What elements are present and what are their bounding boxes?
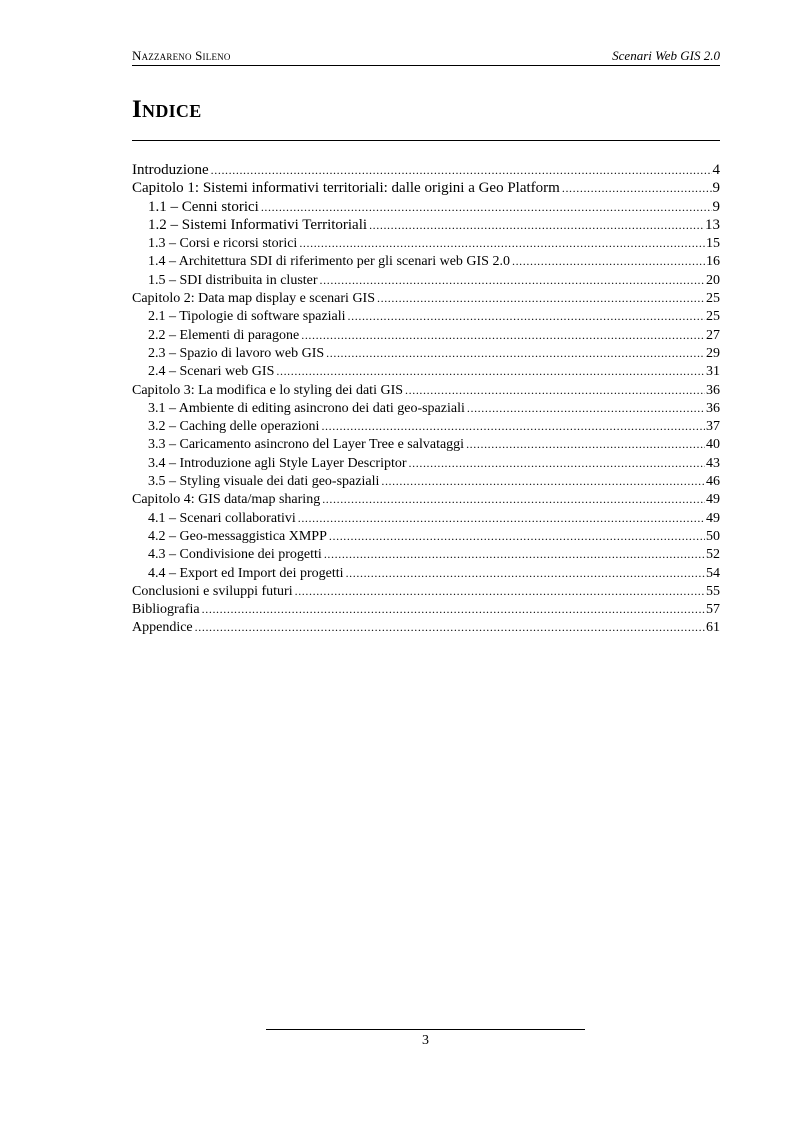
toc-leader-dots bbox=[202, 600, 705, 618]
toc-entry[interactable] bbox=[132, 344, 720, 362]
toc-leader-dots bbox=[261, 198, 712, 216]
toc-leader-dots bbox=[324, 545, 705, 563]
toc-leader-dots bbox=[298, 509, 705, 527]
toc-entry-title: 4.1 – Scenari collaborativi bbox=[148, 510, 296, 526]
toc-entry-title: Capitolo 3: La modifica e lo styling dei dati GIS bbox=[132, 382, 404, 398]
page-title: Indice bbox=[132, 94, 720, 141]
toc-entry-title: 4.2 – Geo-messaggistica XMPP bbox=[148, 528, 327, 544]
toc-entry-page: 16 bbox=[706, 254, 720, 270]
toc-leader-dots bbox=[369, 216, 704, 234]
toc-entry-page: 55 bbox=[706, 583, 720, 599]
toc-leader-dots bbox=[211, 161, 712, 179]
toc-entry-page: 9 bbox=[712, 180, 720, 197]
toc-leader-dots bbox=[467, 399, 705, 417]
toc-entry[interactable] bbox=[132, 582, 720, 600]
page-number: 3 bbox=[422, 1033, 429, 1048]
toc-entry-title: 1.1 – Cenni storici bbox=[148, 198, 259, 215]
toc-entry[interactable] bbox=[132, 509, 720, 527]
toc-entry[interactable] bbox=[132, 271, 720, 289]
toc-entry-page: 61 bbox=[706, 620, 720, 636]
toc-entry-page: 52 bbox=[706, 547, 720, 563]
toc-entry[interactable] bbox=[132, 161, 720, 179]
toc-entry-page: 57 bbox=[706, 602, 720, 618]
toc-entry-page: 31 bbox=[706, 364, 720, 380]
toc-leader-dots bbox=[512, 252, 705, 270]
toc-entry[interactable] bbox=[132, 472, 720, 490]
toc-leader-dots bbox=[348, 307, 705, 325]
footer-divider bbox=[266, 1029, 585, 1030]
header-author: Nazzareno Sileno bbox=[132, 48, 231, 63]
toc-leader-dots bbox=[346, 564, 705, 582]
toc-entry-page: 49 bbox=[706, 510, 720, 526]
toc-leader-dots bbox=[299, 234, 705, 252]
toc-leader-dots bbox=[295, 582, 705, 600]
toc-entry-title: 3.4 – Introduzione agli Style Layer Descriptor bbox=[148, 455, 407, 471]
toc-entry[interactable] bbox=[132, 454, 720, 472]
toc-entry-page: 9 bbox=[712, 198, 720, 215]
toc-entry-page: 15 bbox=[706, 236, 720, 252]
toc-leader-dots bbox=[329, 527, 705, 545]
toc-entry-title: Capitolo 1: Sistemi informativi territoriali: dalle origini a Geo Platform bbox=[132, 180, 560, 197]
toc-entry[interactable] bbox=[132, 618, 720, 636]
toc-entry-title: Conclusioni e sviluppi futuri bbox=[132, 583, 293, 599]
toc-entry-title: 2.4 – Scenari web GIS bbox=[148, 364, 275, 380]
toc-entry-title: 4.3 – Condivisione dei progetti bbox=[148, 547, 322, 563]
toc-entry-page: 37 bbox=[706, 419, 720, 435]
toc-entry[interactable] bbox=[132, 252, 720, 270]
toc-entry-page: 25 bbox=[706, 309, 720, 325]
toc-leader-dots bbox=[195, 618, 705, 636]
toc-entry-page: 27 bbox=[706, 327, 720, 343]
toc-entry[interactable] bbox=[132, 527, 720, 545]
toc-entry-title: Introduzione bbox=[132, 162, 209, 178]
toc-leader-dots bbox=[381, 472, 705, 490]
toc-entry-title: 1.2 – Sistemi Informativi Territoriali bbox=[148, 216, 368, 233]
toc-entry[interactable] bbox=[132, 198, 720, 216]
toc-leader-dots bbox=[320, 271, 705, 289]
toc-entry-title: 2.2 – Elementi di paragone bbox=[148, 327, 300, 343]
toc-leader-dots bbox=[301, 326, 705, 344]
toc-entry-page: 13 bbox=[705, 216, 720, 233]
toc-entry[interactable] bbox=[132, 600, 720, 618]
toc-entry-page: 49 bbox=[706, 492, 720, 508]
toc-entry[interactable] bbox=[132, 545, 720, 563]
toc-entry[interactable] bbox=[132, 381, 720, 399]
toc-entry[interactable] bbox=[132, 490, 720, 508]
toc-entry-title: Bibliografia bbox=[132, 602, 200, 618]
toc-entry-page: 43 bbox=[706, 455, 720, 471]
toc-leader-dots bbox=[562, 179, 712, 197]
toc-entry-title: Capitolo 2: Data map display e scenari GIS bbox=[132, 291, 375, 307]
running-header bbox=[132, 49, 720, 66]
toc-entry[interactable] bbox=[132, 216, 720, 234]
table-of-contents bbox=[132, 161, 720, 637]
toc-entry[interactable] bbox=[132, 234, 720, 252]
toc-entry-page: 54 bbox=[706, 565, 720, 581]
toc-leader-dots bbox=[466, 435, 705, 453]
toc-leader-dots bbox=[321, 417, 705, 435]
toc-entry-title: 1.4 – Architettura SDI di riferimento per gli scenari web GIS 2.0 bbox=[148, 254, 510, 270]
toc-entry-page: 40 bbox=[706, 437, 720, 453]
toc-entry[interactable] bbox=[132, 435, 720, 453]
toc-entry-title: Appendice bbox=[132, 620, 193, 636]
toc-entry-title: 2.3 – Spazio di lavoro web GIS bbox=[148, 345, 325, 361]
toc-entry-title: 2.1 – Tipologie di software spaziali bbox=[148, 309, 346, 325]
toc-entry[interactable] bbox=[132, 179, 720, 197]
toc-entry-page: 46 bbox=[706, 474, 720, 490]
toc-entry[interactable] bbox=[132, 564, 720, 582]
toc-leader-dots bbox=[322, 490, 705, 508]
toc-entry-title: Capitolo 4: GIS data/map sharing bbox=[132, 492, 321, 508]
toc-entry[interactable] bbox=[132, 307, 720, 325]
toc-leader-dots bbox=[326, 344, 705, 362]
toc-entry[interactable] bbox=[132, 362, 720, 380]
toc-entry-title: 1.5 – SDI distribuita in cluster bbox=[148, 272, 318, 288]
toc-entry-page: 20 bbox=[706, 272, 720, 288]
toc-entry-page: 4 bbox=[712, 162, 720, 178]
toc-entry[interactable] bbox=[132, 399, 720, 417]
toc-entry[interactable] bbox=[132, 289, 720, 307]
toc-entry-title: 3.3 – Caricamento asincrono del Layer Tree e salvataggi bbox=[148, 437, 465, 453]
toc-leader-dots bbox=[377, 289, 705, 307]
toc-entry-title: 3.5 – Styling visuale dei dati geo-spaziali bbox=[148, 474, 380, 490]
header-book-title: Scenari Web GIS 2.0 bbox=[612, 48, 720, 63]
toc-leader-dots bbox=[405, 381, 705, 399]
toc-entry-page: 36 bbox=[706, 382, 720, 398]
toc-entry[interactable] bbox=[132, 417, 720, 435]
toc-entry-title: 4.4 – Export ed Import dei progetti bbox=[148, 565, 344, 581]
toc-entry-title: 1.3 – Corsi e ricorsi storici bbox=[148, 236, 298, 252]
toc-entry-page: 29 bbox=[706, 345, 720, 361]
toc-entry-page: 25 bbox=[706, 291, 720, 307]
toc-entry[interactable] bbox=[132, 326, 720, 344]
toc-leader-dots bbox=[409, 454, 705, 472]
toc-entry-title: 3.2 – Caching delle operazioni bbox=[148, 419, 320, 435]
toc-entry-page: 36 bbox=[706, 400, 720, 416]
toc-leader-dots bbox=[276, 362, 705, 380]
toc-entry-page: 50 bbox=[706, 528, 720, 544]
toc-entry-title: 3.1 – Ambiente di editing asincrono dei dati geo-spaziali bbox=[148, 400, 465, 416]
